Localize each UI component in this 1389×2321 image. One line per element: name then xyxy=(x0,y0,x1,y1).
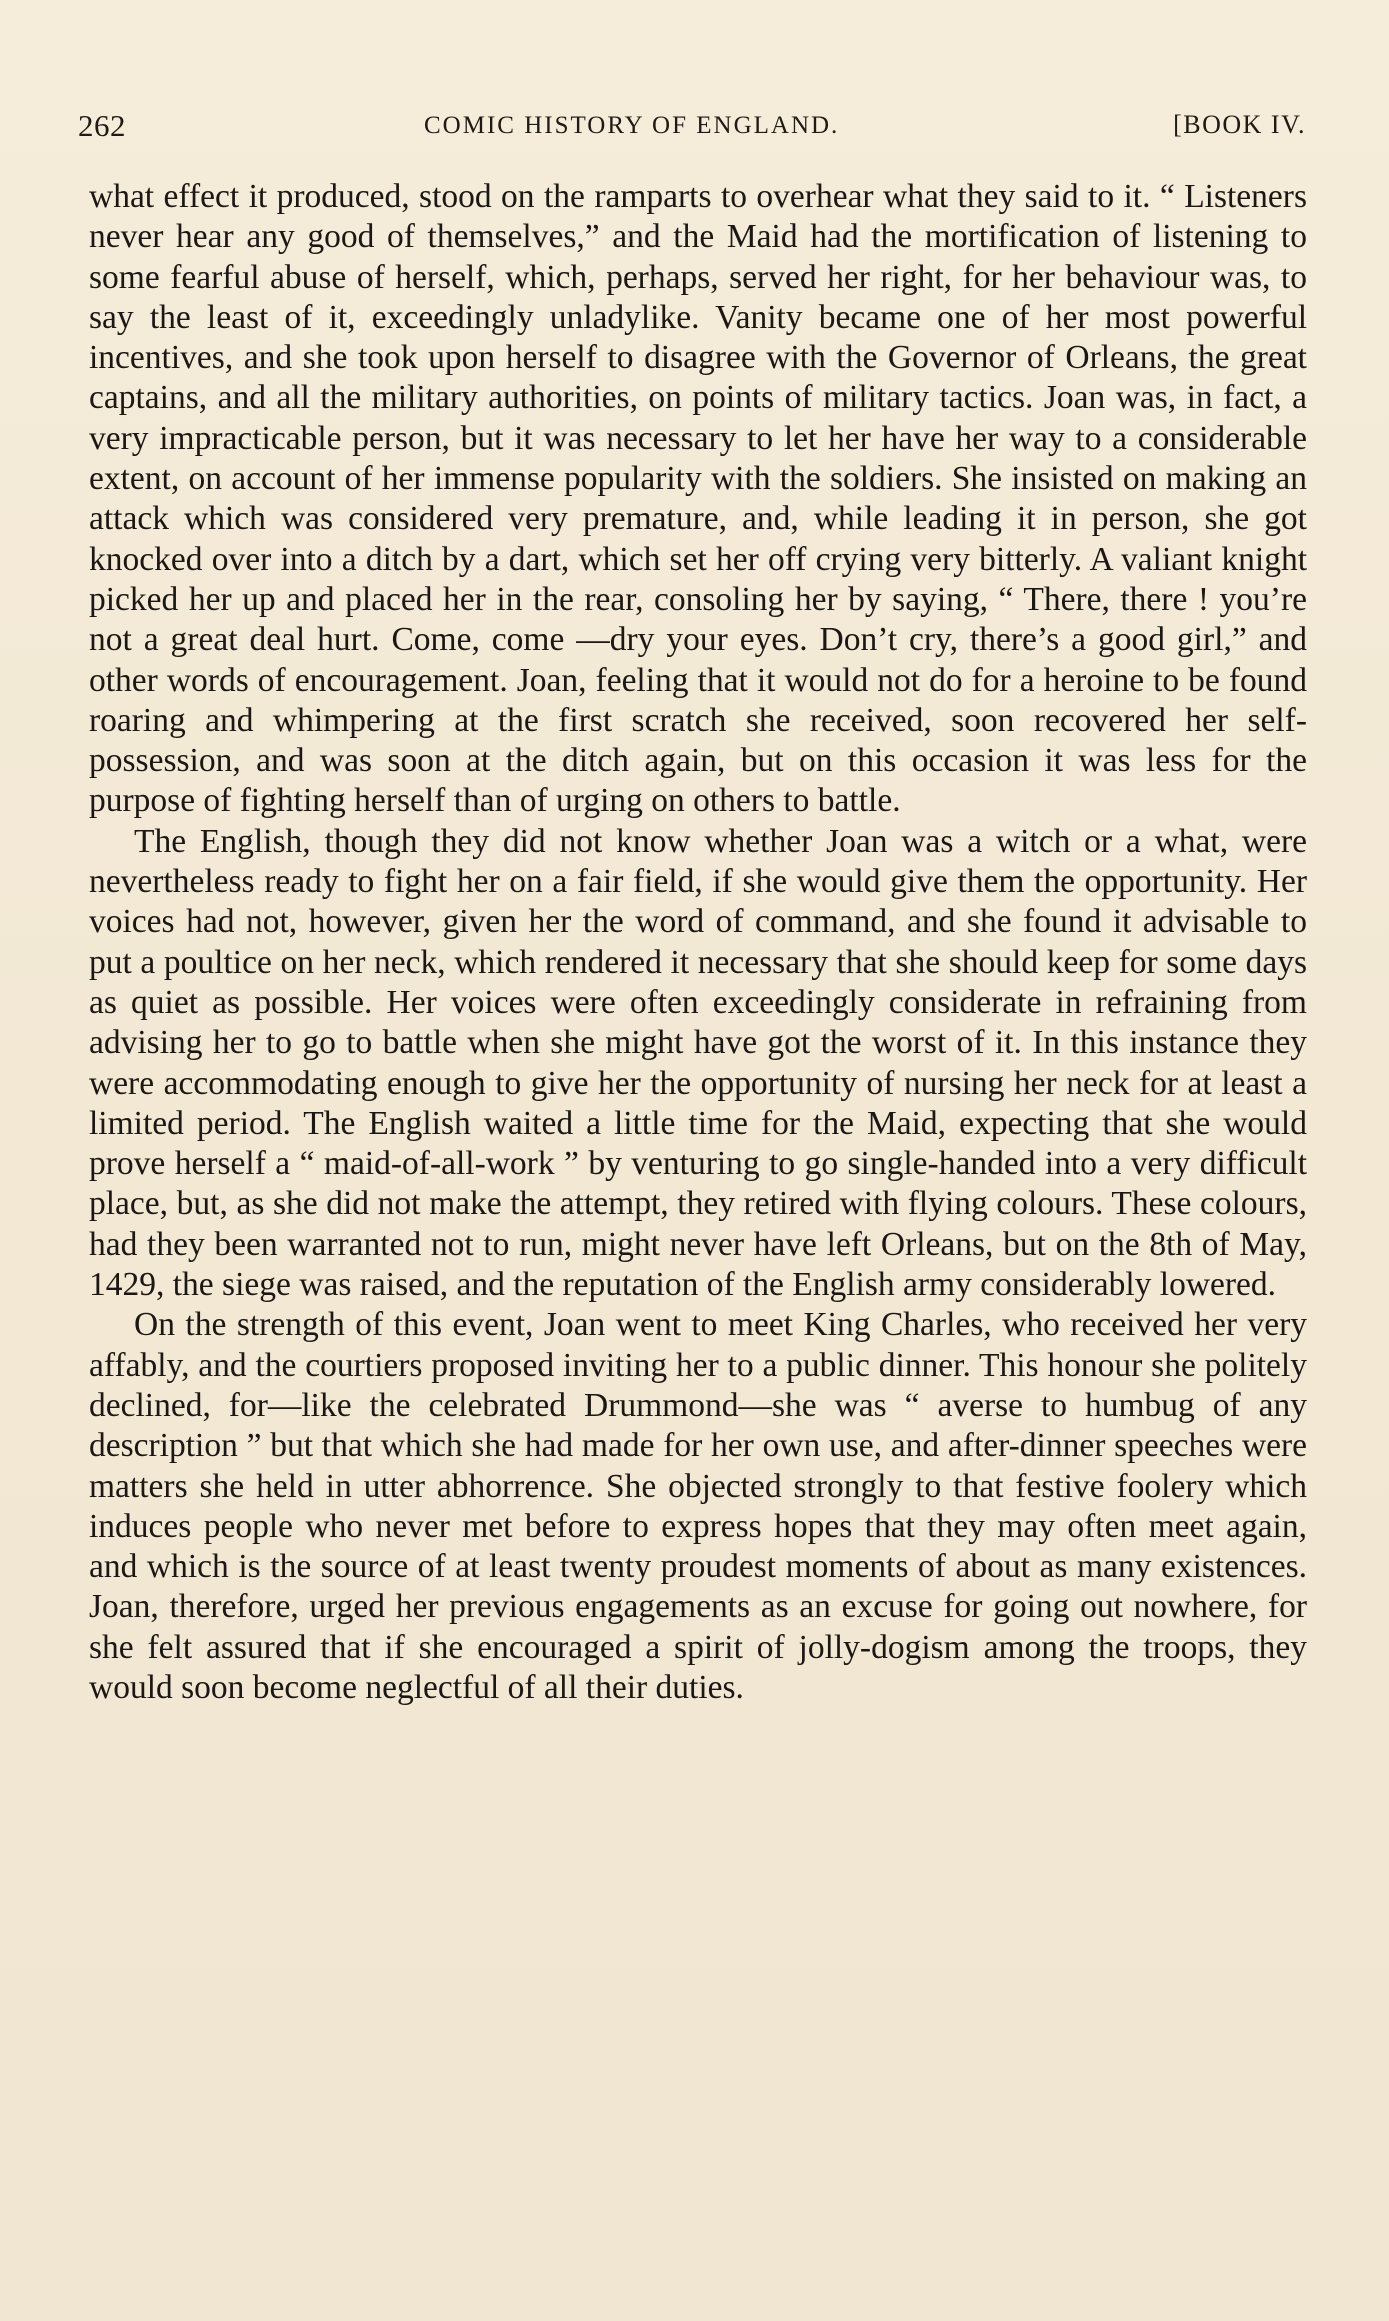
book-label: [BOOK IV. xyxy=(1173,110,1306,139)
body-text xyxy=(89,177,1307,1708)
paragraph-2: The English, though they did not know whether Joan was a witch or a what, were nevertheless ready to fight her on a fair field, if she would give them the opportunity. Her voices had not, however, given her the word of command, and she found it advisable to put a poultice on her neck, which rendered it necessary that she should keep for some days as quiet as possible. Her voices were often exceedingly considerate in refraining from advising her to go to battle when she might have got the worst of it. In this instance they were accommodating enough to give her the opportunity of nursing her neck for at least a limited period. The English waited a little time for the Maid, expecting that she would prove herself a “ maid-of-all-work ” by venturing to go single-handed into a very difficult place, but, as she did not make the attempt, they retired with flying colours. These colours, had they been warranted not to run, might never have left Orleans, but on the 8th of May, 1429, the siege was raised, and the reputation of the English army considerably lowered. xyxy=(89,822,1307,1304)
running-title: COMIC HISTORY OF ENGLAND. xyxy=(424,112,840,139)
running-header xyxy=(78,108,1306,152)
paragraph-3: On the strength of this event, Joan went to meet King Charles, who received her very affably, and the courtiers proposed inviting her to a public dinner. This honour she politely declined, for—like the celebrated Drummond—she was “ averse to humbug of any description ” but that which she had made for her own use, and after-dinner speeches were matters she held in utter abhorrence. She objected strongly to that festive foolery which induces people who never met before to express hopes that they may often meet again, and which is the source of at least twenty proudest moments of about as many existences. Joan, therefore, urged her previous engagements as an excuse for going out nowhere, for she felt assured that if she encouraged a spirit of jolly-dogism among the troops, they would soon become neglectful of all their duties. xyxy=(89,1306,1307,1706)
paragraph-1: what effect it produced, stood on the ramparts to overhear what they said to it. “ Listeners never hear any good of themselves,” and the Maid had the mortification of listening to some fearful abuse of herself, which, perhaps, served her right, for her behaviour was, to say the least of it, exceedingly unladylike. Vanity became one of her most powerful incentives, and she took upon herself to disagree with the Governor of Orleans, the great captains, and all the military authorities, on points of military tactics. Joan was, in fact, a very impracticable person, but it was necessary to let her have her way to a considerable extent, on account of her immense popularity with the soldiers. She insisted on making an attack which was considered very premature, and, while leading it in person, she got knocked over into a ditch by a dart, which set her off crying very bitterly. A valiant knight picked her up and placed her in the rear, consoling her by saying, “ There, there ! you’re not a great deal hurt. Come, come —dry your eyes. Don’t cry, there’s a good girl,” and other words of encouragement. Joan, feeling that it would not do for a heroine to be found roaring and whimpering at the first scratch she received, soon recovered her self-possession, and was soon at the ditch again, but on this occasion it was less for the purpose of fighting herself than of urging on others to battle. xyxy=(89,178,1307,820)
page-number: 262 xyxy=(78,108,126,143)
